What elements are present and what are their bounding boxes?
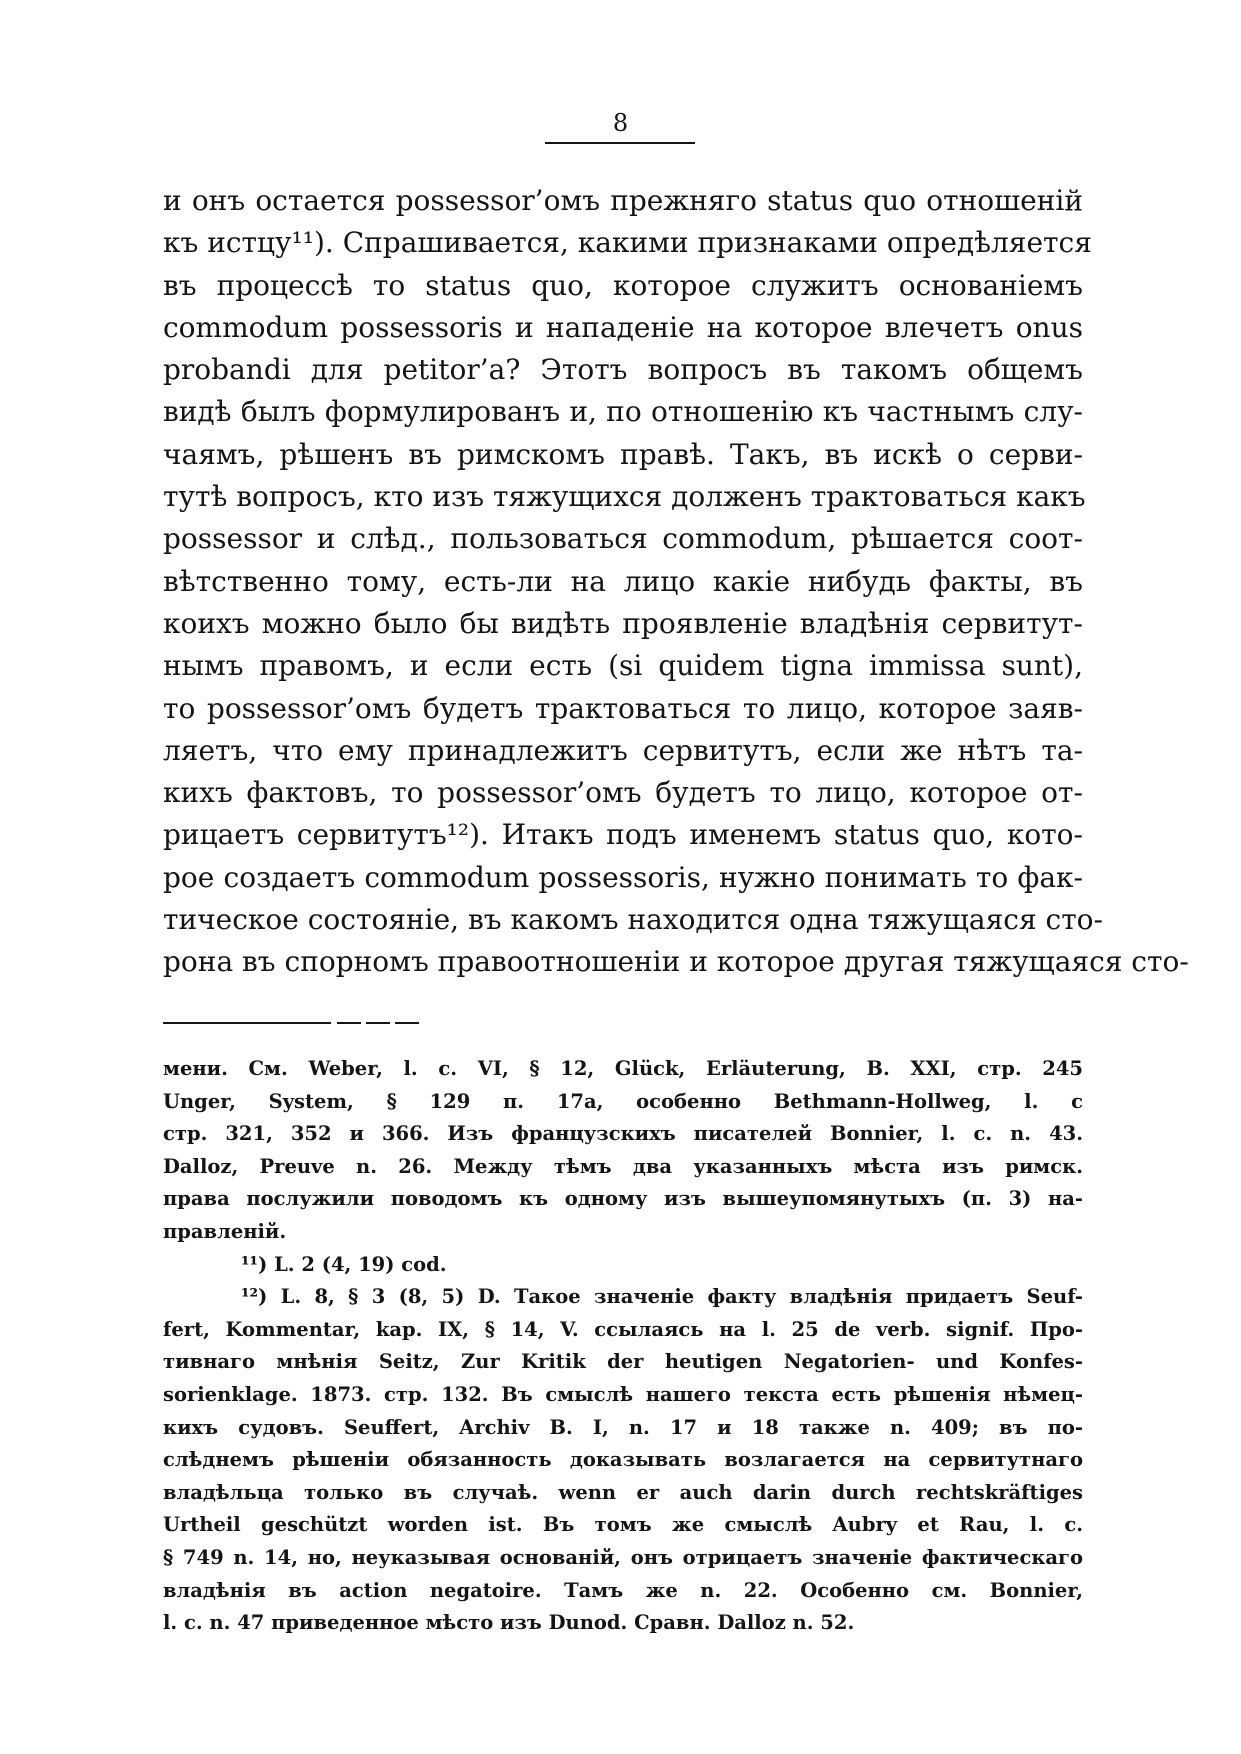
body-line: и онъ остается possessor’омъ прежняго status quo отношеній — [163, 184, 1083, 217]
body-line: къ истцу¹¹). Спрашивается, какими признаками опредѣляется — [163, 226, 1092, 260]
body-line: commodum possessoris и нападеніе на которое влечетъ onus — [163, 310, 1083, 344]
footnote-12: ¹²) L. 8, § 3 (8, 5) D. Такое значеніе факту владѣнія придаетъ Seuf- — [241, 1285, 1083, 1309]
body-line: тическое состояніе, въ какомъ находится одна тяжущаяся сто- — [163, 903, 1103, 937]
footnote-line: sorienklage. 1873. стр. 132. Въ смыслѣ нашего текста есть рѣшенія нѣмец- — [163, 1382, 1083, 1406]
footnote-line: l. c. n. 47 приведенное мѣсто изъ Dunod. Сравн. Dalloz n. 52. — [163, 1611, 855, 1635]
footnote-separator-dash — [395, 1022, 419, 1024]
footnote-line: права послужили поводомъ къ одному изъ вышеупомянутыхъ (п. 3) на- — [163, 1187, 1083, 1211]
footnote-separator — [163, 1022, 331, 1024]
footnotes — [163, 1053, 1083, 1640]
body-line: probandi для petitor’a? Этотъ вопросъ въ такомъ общемъ — [163, 353, 1083, 387]
footnote-line: Unger, System, § 129 п. 17а, особенно Bethmann-Hollweg, l. c — [163, 1089, 1083, 1113]
body-line: чаямъ, рѣшенъ въ римскомъ правѣ. Такъ, въ искѣ о серви- — [163, 437, 1083, 471]
footnote-line: слѣднемъ рѣшеніи обязанность доказывать возлагается на сервитутнаго — [163, 1448, 1083, 1472]
footnote-line: владѣльца только въ случаѣ. wenn er auch darin durch rechtskräftiges — [163, 1480, 1083, 1504]
page-number: 8 — [612, 109, 629, 137]
footnote-line: кихъ судовъ. Seuffert, Archiv B. I, n. 17 и 18 также n. 409; въ по- — [163, 1415, 1083, 1439]
footnote-separator-dash — [366, 1022, 390, 1024]
footnote-line: правленій. — [163, 1219, 287, 1243]
body-line: то possessor’омъ будетъ трактоваться то лицо, которое заяв- — [163, 691, 1083, 725]
body-line: коихъ можно было бы видѣть проявленіе владѣнія сервитут- — [163, 606, 1083, 640]
body-line: рицаетъ сервитутъ¹²). Итакъ подъ именемъ status quo, кото- — [163, 818, 1083, 852]
body-text — [163, 180, 1189, 984]
body-line: рое создаетъ commodum possessoris, нужно понимать то фак- — [163, 860, 1083, 894]
body-line: ляетъ, что ему принадлежитъ сервитутъ, если же нѣтъ та- — [163, 733, 1083, 767]
body-line: тутѣ вопросъ, кто изъ тяжущихся долженъ трактоваться какъ — [163, 480, 1086, 514]
body-line: видѣ былъ формулированъ и, по отношенію къ частнымъ слу- — [163, 395, 1083, 429]
footnote-separator-dash — [337, 1022, 361, 1024]
body-line: въ процессѣ то status quo, которое служитъ основаніемъ — [163, 268, 1083, 302]
footnote-line: Dalloz, Preuve n. 26. Между тѣмъ два указанныхъ мѣста изъ римск. — [163, 1154, 1083, 1178]
footnote-line: fert, Kommentar, kap. IX, § 14, V. ссылаясь на l. 25 de verb. signif. Про- — [163, 1317, 1083, 1341]
footnote-line: тивнаго мнѣнія Seitz, Zur Kritik der heutigen Negatorien- und Konfes- — [163, 1350, 1083, 1374]
page-number-rule — [545, 142, 695, 144]
footnote-line: Urtheil geschützt worden ist. Въ томъ же смыслѣ Aubry et Rau, l. c. — [163, 1513, 1083, 1537]
footnote-line: § 749 n. 14, но, неуказывая основаній, онъ отрицаетъ значеніе фактическаго — [163, 1545, 1083, 1569]
body-line: нымъ правомъ, и если есть (si quidem tigna immissa sunt), — [163, 649, 1083, 683]
footnote-line: стр. 321, 352 и 366. Изъ французскихъ писателей Bonnier, l. c. n. 43. — [163, 1122, 1083, 1146]
footnote-line: владѣнія въ action negatoire. Тамъ же n. 22. Особенно см. Bonnier, — [163, 1578, 1083, 1602]
footnote-line: мени. См. Weber, l. c. VI, § 12, Glück, Erläuterung, B. XXI, стр. 245 — [163, 1057, 1083, 1080]
body-line: кихъ фактовъ, то possessor’омъ будетъ то лицо, которое от- — [163, 776, 1083, 810]
footnote-11: ¹¹) L. 2 (4, 19) cod. — [241, 1252, 447, 1276]
body-line: вѣтственно тому, есть-ли на лицо какіе нибудь факты, въ — [163, 564, 1083, 598]
body-line: possessor и слѣд., пользоваться commodum, рѣшается соот- — [163, 522, 1083, 556]
body-line: рона въ спорномъ правоотношеніи и которое другая тяжущаяся сто- — [163, 945, 1189, 979]
